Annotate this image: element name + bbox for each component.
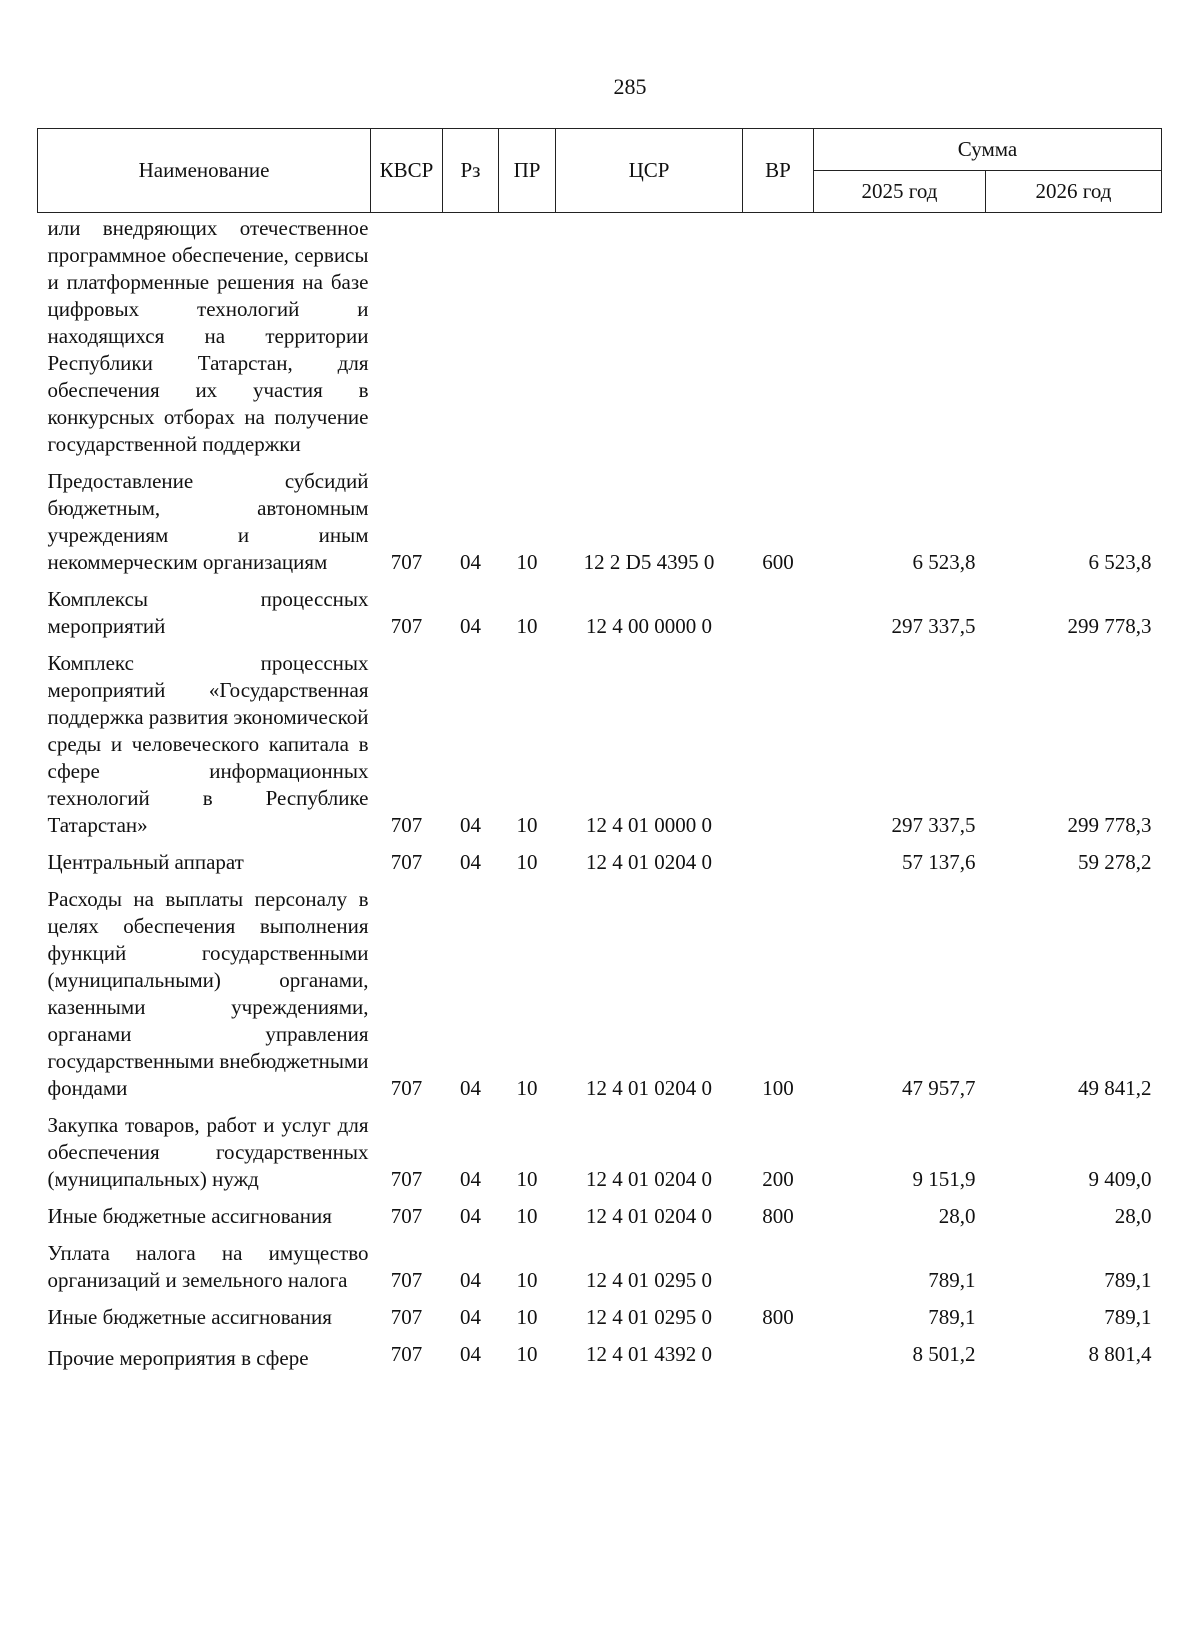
row-name: Центральный аппарат bbox=[47, 850, 244, 874]
row-name: Предоставление субсидий бюджетным, автономным учреждениям и иным некоммерческим организациям bbox=[47, 469, 369, 574]
row-name: Уплата налога на имущество организаций и земельного налога bbox=[47, 1241, 369, 1292]
row-vr: 800 bbox=[762, 1305, 794, 1329]
table-row bbox=[38, 1193, 1162, 1230]
table-row bbox=[38, 1102, 1162, 1193]
row-amount-2025: 297 337,5 bbox=[891, 813, 976, 837]
row-amount-2025: 789,1 bbox=[928, 1305, 976, 1329]
header-year-2025: 2025 год bbox=[814, 171, 986, 213]
table-row bbox=[38, 576, 1162, 640]
row-csr: 12 2 D5 4395 0 bbox=[583, 550, 715, 574]
row-rz: 04 bbox=[460, 1305, 481, 1329]
header-rz: Рз bbox=[443, 129, 499, 213]
row-name: Комплекс процессных мероприятий «Государственная поддержка развития экономической среды и человеческого капитала в сфере информационных технологий в Республике Татарстан» bbox=[47, 651, 369, 837]
row-csr: 12 4 01 0204 0 bbox=[586, 1167, 712, 1191]
row-rz: 04 bbox=[460, 1076, 481, 1100]
row-pr: 10 bbox=[516, 813, 538, 837]
header-sum: Сумма bbox=[814, 129, 1162, 171]
table-row bbox=[38, 876, 1162, 1102]
row-pr: 10 bbox=[516, 1167, 538, 1191]
table-row bbox=[38, 640, 1162, 839]
row-vr bbox=[743, 576, 814, 640]
row-name: Иные бюджетные ассигнования bbox=[47, 1204, 332, 1228]
row-csr bbox=[556, 213, 743, 459]
row-csr: 12 4 01 0295 0 bbox=[586, 1268, 712, 1292]
table-row bbox=[38, 458, 1162, 576]
row-name: Прочие мероприятия в сфере bbox=[47, 1346, 309, 1370]
row-amount-2025: 297 337,5 bbox=[891, 614, 976, 638]
table-row bbox=[38, 1230, 1162, 1294]
row-vr bbox=[743, 213, 814, 459]
row-vr: 200 bbox=[762, 1167, 794, 1191]
row-kvsr: 707 bbox=[390, 1268, 423, 1292]
row-amount-2026: 789,1 bbox=[1104, 1268, 1152, 1292]
row-vr bbox=[743, 1230, 814, 1294]
header-pr: ПР bbox=[499, 129, 556, 213]
row-csr: 12 4 01 0204 0 bbox=[586, 1076, 712, 1100]
row-kvsr bbox=[371, 213, 443, 459]
row-pr: 10 bbox=[516, 1342, 538, 1366]
row-csr: 12 4 01 0000 0 bbox=[586, 813, 712, 837]
row-rz: 04 bbox=[460, 1204, 481, 1228]
row-amount-2025: 6 523,8 bbox=[912, 550, 976, 574]
row-csr: 12 4 01 0295 0 bbox=[586, 1305, 712, 1329]
table-header bbox=[38, 129, 1162, 213]
table-row bbox=[38, 1294, 1162, 1331]
row-kvsr: 707 bbox=[390, 614, 423, 638]
page-number: 285 bbox=[613, 74, 647, 99]
row-pr: 10 bbox=[516, 850, 538, 874]
row-kvsr: 707 bbox=[390, 1305, 423, 1329]
row-name: Иные бюджетные ассигнования bbox=[47, 1305, 332, 1329]
row-name: Закупка товаров, работ и услуг для обеспечения государственных (муниципальных) нужд bbox=[47, 1113, 369, 1191]
row-kvsr: 707 bbox=[390, 1167, 423, 1191]
row-amount-2026: 49 841,2 bbox=[1078, 1076, 1152, 1100]
row-rz: 04 bbox=[460, 1342, 481, 1366]
table-row bbox=[38, 1331, 1162, 1372]
row-vr bbox=[743, 640, 814, 839]
row-amount-2026: 28,0 bbox=[1114, 1204, 1152, 1228]
row-amount-2026: 299 778,3 bbox=[1067, 614, 1152, 638]
row-csr: 12 4 00 0000 0 bbox=[586, 614, 712, 638]
row-amount-2025 bbox=[814, 213, 986, 459]
row-kvsr: 707 bbox=[390, 1204, 423, 1228]
row-rz: 04 bbox=[460, 1268, 481, 1292]
row-amount-2025: 28,0 bbox=[938, 1204, 976, 1228]
table-body bbox=[38, 213, 1162, 1373]
row-name: Расходы на выплаты персоналу в целях обеспечения выполнения функций государственными (муниципальными) органами, казенными учреждениями, органами управления государственными внебюджетными фондами bbox=[47, 887, 369, 1100]
row-amount-2026: 789,1 bbox=[1104, 1305, 1152, 1329]
row-kvsr: 707 bbox=[390, 1076, 423, 1100]
row-pr: 10 bbox=[516, 1268, 538, 1292]
row-amount-2025: 8 501,2 bbox=[912, 1342, 976, 1366]
row-vr: 100 bbox=[762, 1076, 794, 1100]
row-amount-2026: 8 801,4 bbox=[1088, 1342, 1152, 1366]
row-kvsr: 707 bbox=[390, 550, 423, 574]
row-csr: 12 4 01 0204 0 bbox=[586, 1204, 712, 1228]
header-csr: ЦСР bbox=[556, 129, 743, 213]
row-vr: 600 bbox=[762, 550, 794, 574]
row-name: или внедряющих отечественное программное обеспечение, сервисы и платформенные решения на базе цифровых технологий и находящихся на территории Республики Татарстан, для обеспечения их участия в конкурсных отборах на получение государственной поддержки bbox=[47, 216, 369, 456]
row-amount-2025: 57 137,6 bbox=[902, 850, 976, 874]
row-amount-2026 bbox=[986, 213, 1162, 459]
row-amount-2026: 299 778,3 bbox=[1067, 813, 1152, 837]
row-amount-2026: 6 523,8 bbox=[1088, 550, 1152, 574]
row-csr: 12 4 01 0204 0 bbox=[586, 850, 712, 874]
row-rz bbox=[443, 213, 499, 459]
row-vr bbox=[743, 1331, 814, 1372]
row-name: Комплексы процессных мероприятий bbox=[47, 587, 369, 638]
row-amount-2026: 59 278,2 bbox=[1078, 850, 1152, 874]
row-pr: 10 bbox=[516, 1076, 538, 1100]
row-rz: 04 bbox=[460, 813, 481, 837]
row-rz: 04 bbox=[460, 614, 481, 638]
table-row bbox=[38, 839, 1162, 876]
row-kvsr: 707 bbox=[390, 1342, 423, 1366]
budget-table bbox=[37, 128, 1162, 1372]
header-name: Наименование bbox=[38, 129, 371, 213]
row-amount-2025: 789,1 bbox=[928, 1268, 976, 1292]
row-csr: 12 4 01 4392 0 bbox=[586, 1342, 712, 1366]
row-pr: 10 bbox=[516, 1305, 538, 1329]
row-amount-2025: 47 957,7 bbox=[902, 1076, 976, 1100]
row-vr bbox=[743, 839, 814, 876]
row-rz: 04 bbox=[460, 1167, 481, 1191]
row-rz: 04 bbox=[460, 550, 481, 574]
row-kvsr: 707 bbox=[390, 813, 423, 837]
table-row bbox=[38, 213, 1162, 459]
header-year-2026: 2026 год bbox=[986, 171, 1162, 213]
row-rz: 04 bbox=[460, 850, 481, 874]
row-vr: 800 bbox=[762, 1204, 794, 1228]
row-amount-2026: 9 409,0 bbox=[1088, 1167, 1152, 1191]
row-amount-2025: 9 151,9 bbox=[912, 1167, 976, 1191]
header-kvsr: КВСР bbox=[371, 129, 443, 213]
row-pr: 10 bbox=[516, 614, 538, 638]
header-vr: ВР bbox=[743, 129, 814, 213]
row-pr: 10 bbox=[516, 550, 538, 574]
row-pr bbox=[499, 213, 556, 459]
row-kvsr: 707 bbox=[390, 850, 423, 874]
row-pr: 10 bbox=[516, 1204, 538, 1228]
